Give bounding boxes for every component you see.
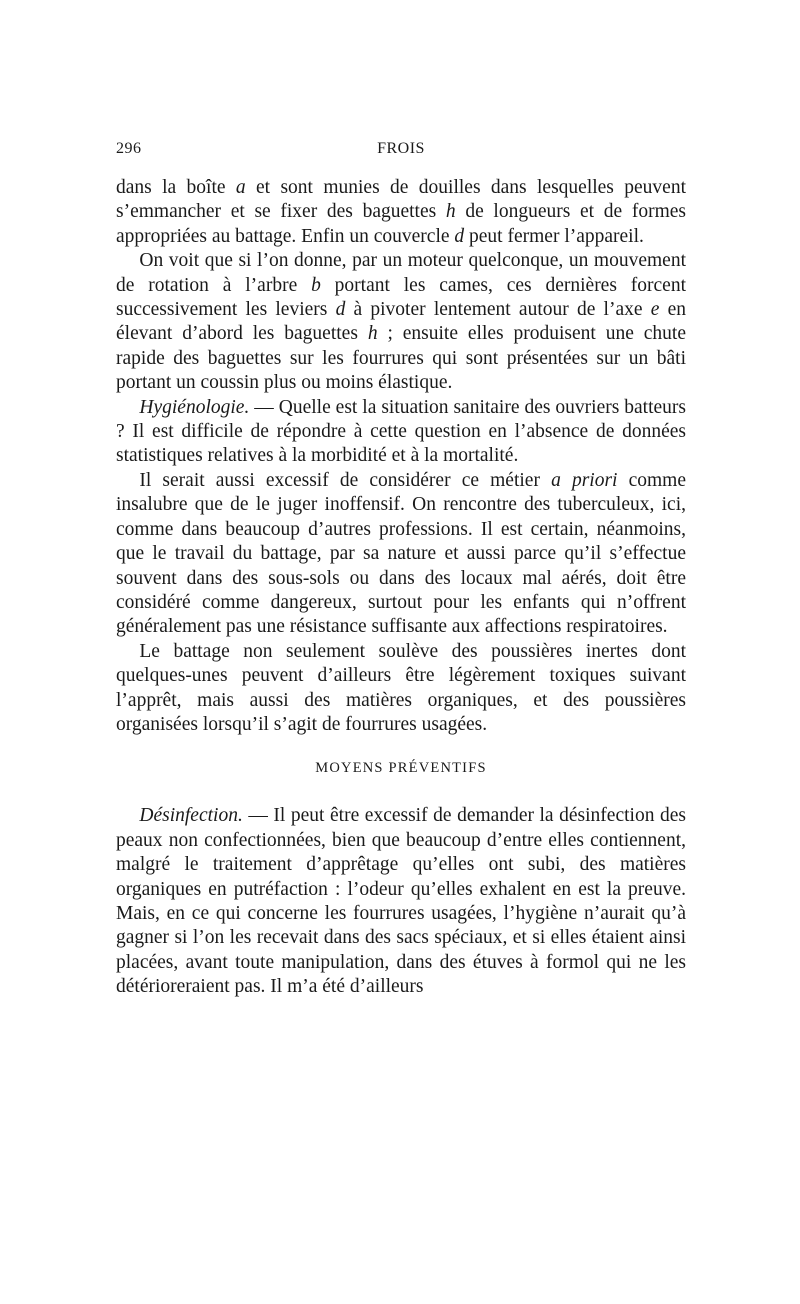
- italic-run: d: [454, 225, 465, 247]
- italic-run: a: [235, 177, 246, 198]
- text-run: — Il peut être excessif de demander la désinfection des peaux non confectionnées, bien que beaucoup d’entre elles contiennent, malgré le traitement d’apprêtage qu’elles ont subi, des matières organiques en putréfaction : l’odeur qu’elles exhalent en est la preuve. Mais, en ce qui concerne les fourrures usagées, l’hygiène n’aurait qu’à gagner si l’on les recevait dans des sacs spéciaux, et si elles étaient ainsi placées, avant toute manipulation, dans des étuves à formol qui ne les détérioreraient pas. Il m’a été d’ailleurs: [116, 805, 686, 998]
- text-run: à pivoter lentement autour de l’axe: [345, 299, 651, 321]
- text-run: dans la boîte: [116, 177, 236, 198]
- text-run: On voit que si l’on donne, par un moteur quelconque, un mouvement de rotation à l’arbre: [116, 250, 686, 296]
- paragraph-6: [116, 804, 686, 999]
- paragraph-5: [116, 640, 686, 738]
- text-run: en élevant d’abord les baguettes: [116, 299, 687, 345]
- paragraph-3: [116, 396, 686, 469]
- text-run: de longueurs et de formes appropriées au battage. Enfin un couvercle: [116, 201, 686, 247]
- italic-run: a priori: [551, 469, 618, 491]
- paragraph-4: [116, 469, 686, 640]
- body-text: [116, 176, 686, 1000]
- running-head: [116, 140, 686, 164]
- text-run: Il serait aussi excessif de considérer ce métier: [139, 469, 552, 491]
- italic-run: e: [650, 299, 660, 321]
- italic-run: d: [335, 299, 346, 321]
- subsection-title: Hygiénologie.: [139, 396, 250, 418]
- running-title: FROIS: [377, 140, 425, 157]
- subsection-title: Désinfection.: [139, 805, 243, 827]
- text-run: ; ensuite elles produisent une chute rapide des baguettes sur les fourrures qui sont présentées sur un bâti portant un coussin plus ou moins élastique.: [116, 323, 686, 394]
- text-run: peut fermer l’appareil.: [464, 225, 644, 247]
- text-run: portant les cames, ces dernières forcent successivement les leviers: [116, 274, 686, 321]
- text-run: et sont munies de douilles dans lesquelles peuvent s’emmancher et se fixer des baguettes: [116, 177, 686, 223]
- italic-run: h: [445, 201, 456, 223]
- page-number: 296: [116, 140, 142, 157]
- italic-run: h: [367, 323, 378, 345]
- paragraph-2: [116, 249, 686, 395]
- paragraph-1: [116, 176, 686, 249]
- italic-run: b: [311, 274, 321, 296]
- text-run: Le battage non seulement soulève des poussières inertes dont quelques-unes peuvent d’ailleurs être légèrement toxiques suivant l’apprêt, mais aussi des matières organiques, et des poussières organisées lorsqu’il s’agit de fourrures usagées.: [116, 640, 686, 735]
- section-heading: MOYENS PRÉVENTIFS: [315, 760, 487, 777]
- text-run: — Quelle est la situation sanitaire des ouvriers batteurs ? Il est difficile de répondre à cette question en l’absence de données statistiques relatives à la morbidité et à la mortalité.: [116, 396, 686, 467]
- text-run: comme insalubre que de le juger inoffensif. On rencontre des tuberculeux, ici, comme dans beaucoup d’autres professions. Il est certain, néanmoins, que le travail du battage, par sa nature et aussi parce qu’il s’effectue souvent dans des sous-sols ou dans des locaux mal aérés, doit être considéré comme dangereux, surtout pour les enfants qui n’offrent généralement pas une résistance suffisante aux affections respiratoires.: [116, 469, 686, 638]
